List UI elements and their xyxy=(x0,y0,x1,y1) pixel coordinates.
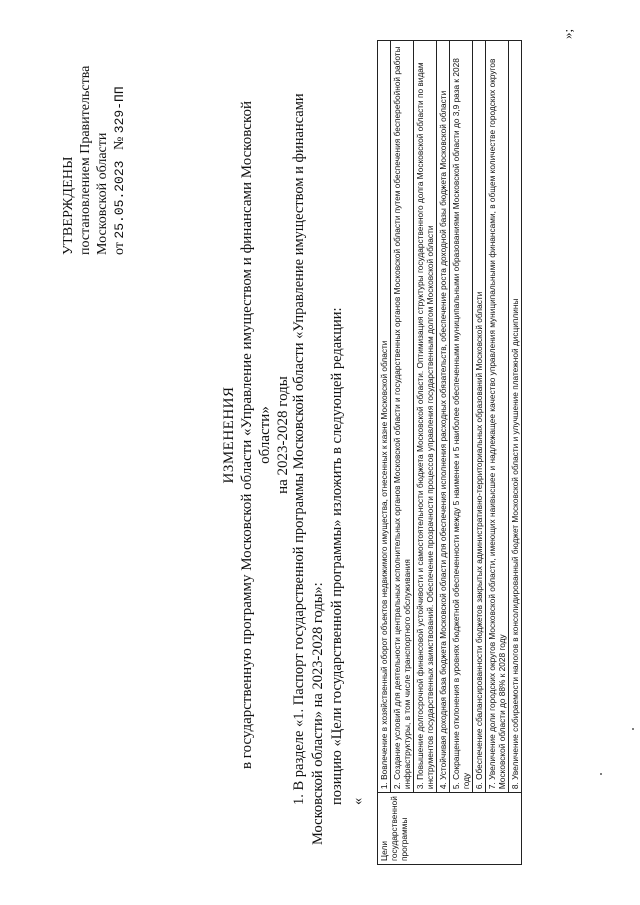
goal-item: 8. Увеличение собираемости налогов в консолидированный бюджет Московской области и улучшение платежной дисциплины xyxy=(509,41,522,793)
goals-table xyxy=(377,40,522,865)
approval-line: постановлением Правительства xyxy=(78,65,93,255)
approval-date-prefix: от xyxy=(112,242,127,255)
goal-item: 1. Вовлечение в хозяйственный оборот объектов недвижимого имущества, отнесенных к казне Московской области xyxy=(378,41,391,793)
approval-number-sign: № xyxy=(112,136,127,151)
goal-item: 7. Увеличение доли городских округов Московской области, имеющих наивысшее и надлежащее качество управления муниципальными финансами, в общем количестве городских округов Московской области до 88% к 2028 году xyxy=(486,41,509,793)
goal-item: 2. Создание условий для деятельности центральных исполнительных органов Московской области и государственных органов Московской области путем обеспечения бесперебойной работы инфраструктуры, в том числе транспортного обслуживания xyxy=(391,41,414,793)
table-row xyxy=(473,41,486,865)
document-subtitle-years: на 2023-2028 годы xyxy=(275,376,291,494)
approval-date: 25.05.2023 xyxy=(112,160,127,239)
approval-number: 329-ПП xyxy=(112,86,127,134)
table-row xyxy=(509,41,522,865)
goals-label-cell: Цели государственной программы xyxy=(378,793,522,865)
approval-line: Московской области xyxy=(95,132,110,255)
table-row xyxy=(450,41,473,865)
table-row xyxy=(414,41,437,865)
approval-line: УТВЕРЖДЕНЫ xyxy=(61,156,76,255)
goal-item: 5. Сокращение отклонения в уровнях бюджетной обеспеченности между 5 наименее и 5 наиболее обеспеченными муниципальными образованиями Московской области до 3,9 раза к 2028 году xyxy=(450,41,473,793)
scan-speck xyxy=(632,728,634,730)
goal-item: 6. Обеспечение сбалансированности бюджетов закрытых административно-территориальных образований Московской области xyxy=(473,41,486,793)
table-row xyxy=(486,41,509,865)
approval-stamp xyxy=(60,5,128,255)
table-row xyxy=(378,41,391,865)
document-subtitle: в государственную программу Московской области «Управление имуществом и финансами Московской области» xyxy=(239,100,273,770)
intro-paragraph-1: 1. В разделе «1. Паспорт государственной программы Московской области «Управление имуществом и финансами Московской области» на 2023-2028 годы»: xyxy=(291,93,326,845)
closing-quote: »; xyxy=(560,28,575,39)
intro-paragraph-2: позицию «Цели государственной программы» изложить в следующей редакции: xyxy=(329,307,345,805)
document-title: ИЗМЕНЕНИЯ xyxy=(221,386,237,484)
document-heading xyxy=(220,75,292,795)
goal-item: 3. Повышение долгосрочной финансовой устойчивости и самостоятельности бюджета Московской области. Оптимизация структуры государственного долга Московской области по видам инструментов государственных заимствований. Обеспечение прозрачности процессов управления государственным долгом Московской области xyxy=(414,41,437,793)
scan-speck xyxy=(600,773,602,775)
intro-text xyxy=(290,45,368,845)
table-row xyxy=(391,41,414,865)
open-quote: « xyxy=(350,797,366,805)
goal-item: 4. Устойчивая доходная база бюджета Московской области для обеспечения исполнения расходных обязательств, обеспечение роста доходной базы бюджета Московской области xyxy=(437,41,450,793)
table-row xyxy=(437,41,450,865)
approval-date-line xyxy=(111,5,128,255)
